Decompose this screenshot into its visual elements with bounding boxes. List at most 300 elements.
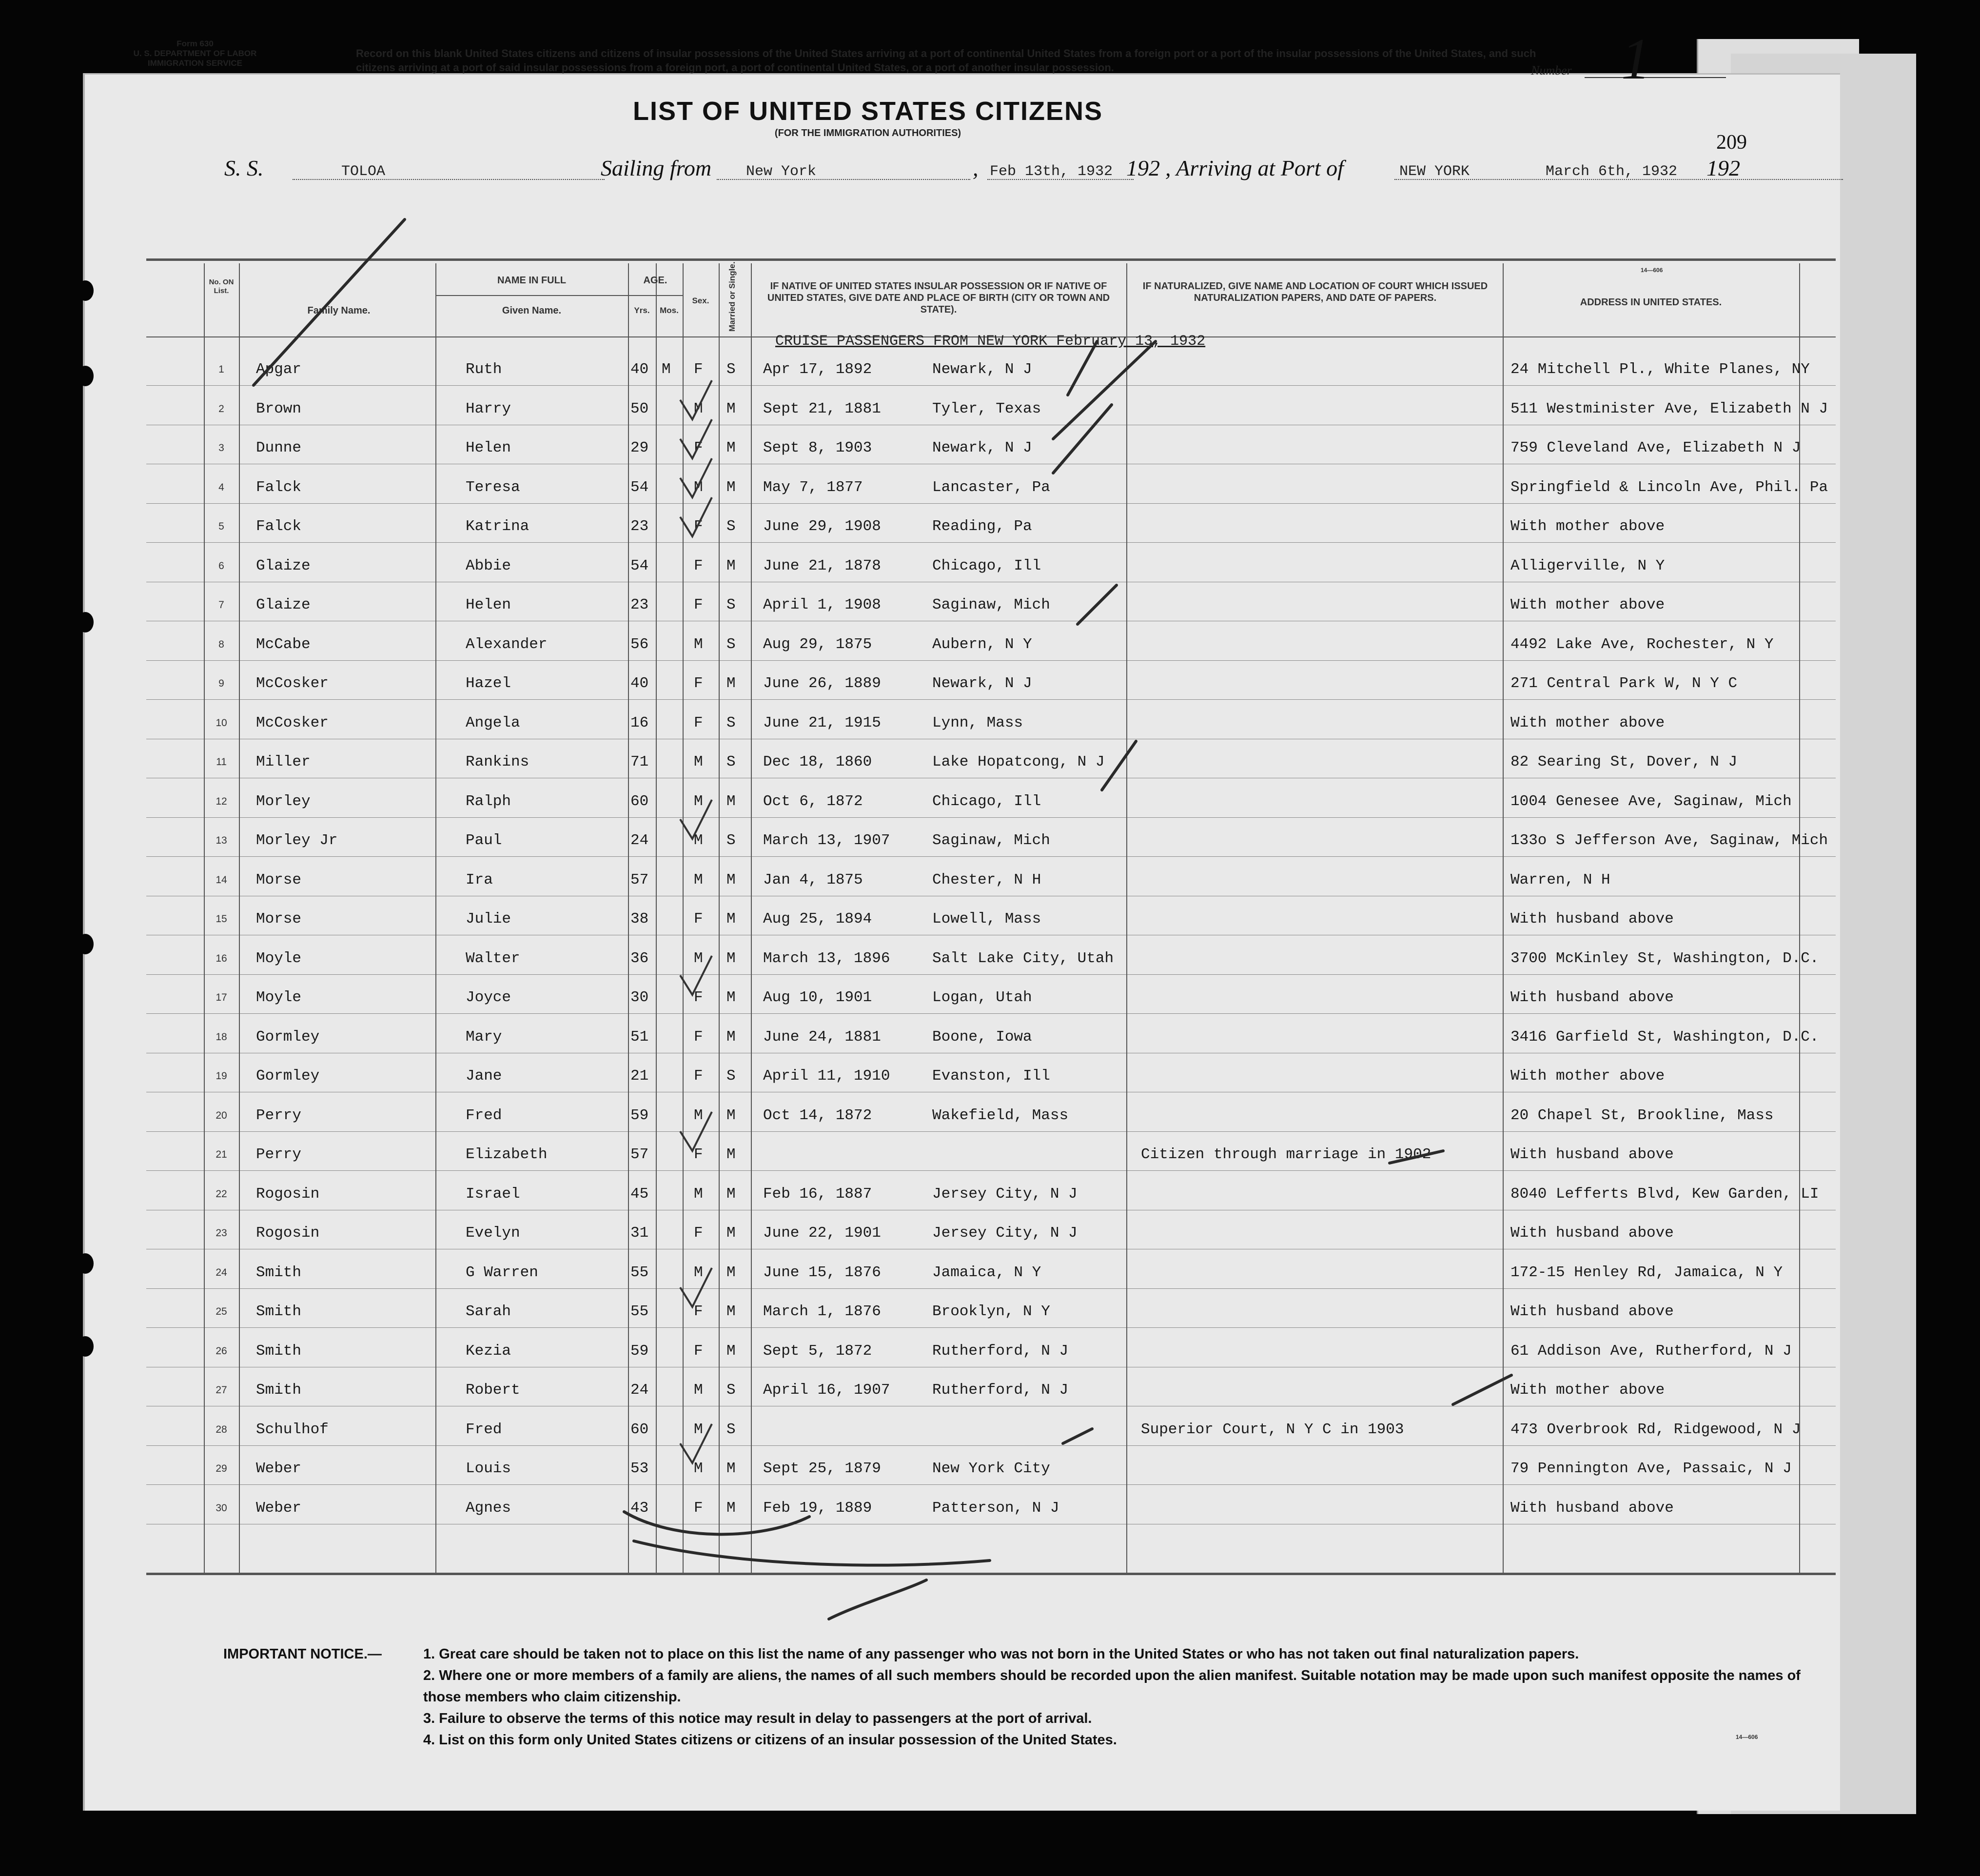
cell-birth-place: Lake Hopatcong, N J [932, 753, 1105, 770]
cell-sex: F [694, 714, 703, 731]
cell-birth-place: Chester, N H [932, 871, 1041, 889]
cell-birth-place: Newark, N J [932, 439, 1032, 456]
cell-sex: F [694, 1303, 703, 1320]
cell-address: With husband above [1510, 1303, 1674, 1320]
cell-family: Weber [256, 1499, 302, 1517]
row-number: 2 [218, 403, 224, 415]
cell-yrs: 50 [630, 400, 649, 417]
number-line [1585, 77, 1726, 78]
instructions-text: Record on this blank United States citizens and citizens of insular possessions of the United States arriving at a port of continental United States from a foreign port or a port of the insular possessions of the United States, and such citizens arriving at a port of said insular possessions from a foreign port, a port of continental United States, or a port of another insular possession. [356, 47, 1536, 74]
row-number: 12 [216, 795, 227, 807]
cell-birth-place: Rutherford, N J [932, 1382, 1069, 1399]
cell-birth-place: Reading, Pa [932, 518, 1032, 535]
cell-family: Schulhof [256, 1421, 329, 1438]
cell-ms: S [726, 1382, 736, 1399]
cell-given: Louis [466, 1460, 511, 1477]
header-family-name: Family Name. [307, 305, 371, 316]
punch-hole [77, 1253, 94, 1274]
cell-yrs: 36 [630, 949, 649, 967]
cell-address: With mother above [1510, 1382, 1665, 1399]
cell-given: Sarah [466, 1303, 511, 1320]
cell-ms: M [726, 989, 736, 1006]
cell-sex: F [694, 1146, 703, 1163]
cell-address: 82 Searing St, Dover, N J [1510, 753, 1738, 770]
row-number: 9 [218, 678, 224, 689]
cell-given: Teresa [466, 478, 520, 496]
cell-ms: M [726, 871, 736, 889]
cell-sex: F [694, 1342, 703, 1360]
cell-address: 24 Mitchell Pl., White Planes, NY [1510, 361, 1810, 378]
cell-birth-place: Evanston, Ill [932, 1067, 1050, 1085]
cell-ms: S [726, 1067, 736, 1085]
row-number: 10 [216, 717, 227, 729]
cell-birth-date: Feb 19, 1889 [763, 1499, 872, 1517]
cell-ms: S [726, 635, 736, 653]
page-title: LIST OF UNITED STATES CITIZENS [633, 97, 1103, 126]
cell-ms: M [726, 1106, 736, 1124]
col-divider [1126, 263, 1127, 1575]
cell-ms: M [726, 910, 736, 928]
cell-address: 61 Addison Ave, Rutherford, N J [1510, 1342, 1792, 1360]
cell-birth-date: Oct 6, 1872 [763, 792, 863, 810]
notice-item: 3. Failure to observe the terms of this notice may result in delay to passengers at the port of arrival. [423, 1711, 1092, 1726]
row-number: 14 [216, 874, 227, 886]
cell-given: Julie [466, 910, 511, 928]
cell-family: Smith [256, 1382, 302, 1399]
cell-yrs: 59 [630, 1342, 649, 1360]
fill-line [987, 178, 1134, 180]
row-number: 17 [216, 992, 227, 1003]
year-suffix: 192 [1706, 156, 1740, 180]
cell-yrs: 54 [630, 557, 649, 574]
cruise-heading: CRUISE PASSENGERS FROM NEW YORK February 13, 1932 [775, 333, 1206, 350]
cell-yrs: 16 [630, 714, 649, 731]
cell-address: With mother above [1510, 518, 1665, 535]
form-code: 14—606 [1641, 267, 1663, 274]
row-rule [146, 974, 1836, 975]
cell-address: 8040 Lefferts Blvd, Kew Garden, LI [1510, 1185, 1819, 1203]
cell-address: With husband above [1510, 1499, 1674, 1517]
row-rule [146, 660, 1836, 661]
cell-ms: M [726, 478, 736, 496]
cell-family: Weber [256, 1460, 302, 1477]
cell-ms: M [726, 400, 736, 417]
header-no: No. ON List. [209, 278, 234, 295]
cell-sex: F [694, 557, 703, 574]
cell-sex: F [694, 1499, 703, 1517]
row-number: 5 [218, 521, 224, 532]
cell-address: 3416 Garfield St, Washington, D.C. [1510, 1028, 1819, 1046]
notice-item: 2. Where one or more members of a family are aliens, the names of all such members should be recorded upon the alien manifest. Suitable notation may be made upon such manifest opposite the names of those members who claim citizenship. [423, 1668, 1801, 1705]
col-divider [1503, 263, 1504, 1575]
punch-hole [77, 366, 94, 386]
cell-given: Joyce [466, 989, 511, 1006]
cell-birth-place: Chicago, Ill [932, 792, 1041, 810]
cell-birth-date: April 16, 1907 [763, 1382, 890, 1399]
list-number: 1 [1621, 26, 1650, 91]
cell-birth-place: Jersey City, N J [932, 1224, 1078, 1242]
cell-birth-place: Jersey City, N J [932, 1185, 1078, 1203]
cell-sex: F [694, 1067, 703, 1085]
cell-sex: M [694, 753, 703, 770]
table-bottom-rule [146, 1573, 1836, 1575]
cell-sex: M [694, 478, 703, 496]
cell-sex: M [694, 1460, 703, 1477]
row-number: 4 [218, 481, 224, 493]
cell-birth-date: March 13, 1896 [763, 949, 890, 967]
cell-sex: F [694, 361, 703, 378]
sailing-label: Sailing from [601, 156, 712, 180]
cell-given: Rankins [466, 753, 529, 770]
cell-family: Gormley [256, 1028, 320, 1046]
cell-address: With husband above [1510, 989, 1674, 1006]
cell-ms: M [726, 1185, 736, 1203]
cell-yrs: 55 [630, 1303, 649, 1320]
cell-yrs: 21 [630, 1067, 649, 1085]
cell-family: Smith [256, 1264, 302, 1281]
row-number: 23 [216, 1227, 227, 1239]
cell-address: 79 Pennington Ave, Passaic, N J [1510, 1460, 1792, 1477]
row-number: 19 [216, 1070, 227, 1082]
cell-sex: M [694, 1264, 703, 1281]
col-divider [239, 263, 240, 1575]
col-divider [656, 263, 657, 1575]
cell-birth-date: Apr 17, 1892 [763, 361, 872, 378]
cell-ms: S [726, 832, 736, 849]
cell-address: With husband above [1510, 1146, 1674, 1163]
cell-family: Glaize [256, 596, 311, 613]
cell-sex: M [694, 1185, 703, 1203]
row-number: 15 [216, 913, 227, 925]
punch-hole [77, 934, 94, 954]
cell-sex: M [694, 832, 703, 849]
fill-line [717, 178, 970, 180]
cell-given: Evelyn [466, 1224, 520, 1242]
arriving-port: NEW YORK [1399, 163, 1470, 180]
row-number: 27 [216, 1384, 227, 1396]
cell-given: G Warren [466, 1264, 538, 1281]
cell-sex: M [694, 871, 703, 889]
cell-naturalized: Superior Court, N Y C in 1903 [1141, 1421, 1404, 1438]
cell-birth-place: New York City [932, 1460, 1050, 1477]
cell-yrs: 56 [630, 635, 649, 653]
cell-yrs: 40 [630, 361, 649, 378]
cell-given: Mary [466, 1028, 502, 1046]
punch-hole [77, 1336, 94, 1357]
cell-birth-date: April 1, 1908 [763, 596, 881, 613]
cell-yrs: 43 [630, 1499, 649, 1517]
cell-given: Jane [466, 1067, 502, 1085]
cell-family: Falck [256, 478, 302, 496]
cell-mos: M [662, 361, 671, 378]
cell-sex: M [694, 949, 703, 967]
cell-birth-date: May 7, 1877 [763, 478, 863, 496]
cell-family: McCosker [256, 675, 329, 692]
cell-yrs: 53 [630, 1460, 649, 1477]
row-rule [146, 503, 1836, 504]
cell-address: 271 Central Park W, N Y C [1510, 675, 1738, 692]
row-rule [146, 856, 1836, 857]
cell-yrs: 30 [630, 989, 649, 1006]
row-rule [146, 1170, 1836, 1171]
cell-birth-place: Wakefield, Mass [932, 1106, 1069, 1124]
cell-ms: M [726, 557, 736, 574]
page-subtitle: (FOR THE IMMIGRATION AUTHORITIES) [774, 128, 961, 138]
col-divider [204, 263, 205, 1575]
cell-family: Morley Jr [256, 832, 338, 849]
cell-birth-date: Aug 25, 1894 [763, 910, 872, 928]
cell-yrs: 59 [630, 1106, 649, 1124]
cell-birth-place: Newark, N J [932, 361, 1032, 378]
cell-birth-date: Sept 21, 1881 [763, 400, 881, 417]
row-rule [146, 1327, 1836, 1328]
cell-given: Israel [466, 1185, 520, 1203]
row-number: 6 [218, 560, 224, 572]
cell-birth-date: June 22, 1901 [763, 1224, 881, 1242]
cell-birth-place: Jamaica, N Y [932, 1264, 1041, 1281]
notice-item: 1. Great care should be taken not to place on this list the name of any passenger who was not born in the United States or who has not taken out final naturalization papers. [423, 1646, 1579, 1662]
cell-address: 172-15 Henley Rd, Jamaica, N Y [1510, 1264, 1783, 1281]
cell-birth-place: Chicago, Ill [932, 557, 1041, 574]
cell-family: Miller [256, 753, 311, 770]
col-divider [1799, 263, 1800, 1575]
cell-ms: M [726, 1146, 736, 1163]
cell-sex: M [694, 635, 703, 653]
cell-given: Katrina [466, 518, 529, 535]
cell-address: With husband above [1510, 910, 1674, 928]
cell-yrs: 23 [630, 518, 649, 535]
cell-given: Angela [466, 714, 520, 731]
cell-birth-place: Aubern, N Y [932, 635, 1032, 653]
cell-given: Ruth [466, 361, 502, 378]
cell-family: Morse [256, 910, 302, 928]
row-number: 25 [216, 1306, 227, 1317]
col-divider [435, 263, 436, 1575]
cell-address: 3700 McKinley St, Washington, D.C. [1510, 949, 1819, 967]
cell-birth-date: Sept 25, 1879 [763, 1460, 881, 1477]
header-name-in-full: NAME IN FULL [497, 275, 567, 286]
row-number: 1 [218, 364, 224, 375]
cell-birth-place: Logan, Utah [932, 989, 1032, 1006]
arriving-label: , Arriving at Port of [1165, 156, 1344, 180]
cell-birth-place: Tyler, Texas [932, 400, 1041, 417]
cell-birth-date: Sept 5, 1872 [763, 1342, 872, 1360]
row-number: 3 [218, 442, 224, 454]
cell-yrs: 60 [630, 792, 649, 810]
row-number: 21 [216, 1149, 227, 1160]
cell-given: Robert [466, 1382, 520, 1399]
cell-birth-place: Boone, Iowa [932, 1028, 1032, 1046]
cell-family: Dunne [256, 439, 302, 456]
cell-family: Perry [256, 1146, 302, 1163]
header-native: IF NATIVE OF UNITED STATES INSULAR POSSESSION OR IF NATIVE OF UNITED STATES, GIVE DATE AND PLACE OF BIRTH (CITY OR TOWN AND STATE). [767, 281, 1110, 315]
cell-family: Smith [256, 1342, 302, 1360]
cell-address: Alligerville, N Y [1510, 557, 1665, 574]
row-number: 16 [216, 952, 227, 964]
ss-label: S. S. [224, 156, 264, 180]
cell-ms: M [726, 1303, 736, 1320]
cell-yrs: 57 [630, 871, 649, 889]
cell-family: Smith [256, 1303, 302, 1320]
cell-ms: S [726, 596, 736, 613]
cell-birth-date: June 29, 1908 [763, 518, 881, 535]
cell-ms: M [726, 1264, 736, 1281]
cell-given: Ralph [466, 792, 511, 810]
header-given-name: Given Name. [502, 305, 562, 316]
cell-address: 4492 Lake Ave, Rochester, N Y [1510, 635, 1774, 653]
cell-sex: F [694, 675, 703, 692]
row-number: 26 [216, 1345, 227, 1357]
cell-ms: M [726, 1460, 736, 1477]
cell-ms: M [726, 949, 736, 967]
cell-birth-date: June 21, 1878 [763, 557, 881, 574]
cell-birth-date: Oct 14, 1872 [763, 1106, 872, 1124]
cell-family: Morley [256, 792, 311, 810]
cell-birth-place: Newark, N J [932, 675, 1032, 692]
row-number: 13 [216, 835, 227, 846]
cell-given: Paul [466, 832, 502, 849]
cell-ms: M [726, 792, 736, 810]
cell-family: Morse [256, 871, 302, 889]
cell-family: Rogosin [256, 1224, 320, 1242]
cell-sex: F [694, 439, 703, 456]
row-rule [146, 817, 1836, 818]
header-married-single: Married or Single. [727, 261, 737, 332]
header-mos: Mos. [660, 306, 679, 315]
cell-birth-place: Saginaw, Mich [932, 596, 1050, 613]
cell-yrs: 54 [630, 478, 649, 496]
cell-birth-date: June 21, 1915 [763, 714, 881, 731]
cell-yrs: 40 [630, 675, 649, 692]
cell-address: 1004 Genesee Ave, Saginaw, Mich [1510, 792, 1792, 810]
col-divider [751, 263, 752, 1575]
cell-sex: F [694, 518, 703, 535]
row-rule [146, 699, 1836, 700]
header-naturalized: IF NATURALIZED, GIVE NAME AND LOCATION OF COURT WHICH ISSUED NATURALIZATION PAPERS, AND DATE OF PAPERS. [1142, 281, 1488, 303]
cell-birth-date: March 13, 1907 [763, 832, 890, 849]
cell-given: Helen [466, 439, 511, 456]
row-number: 20 [216, 1109, 227, 1121]
row-number: 7 [218, 599, 224, 611]
cell-sex: M [694, 1382, 703, 1399]
cell-yrs: 71 [630, 753, 649, 770]
cell-yrs: 24 [630, 1382, 649, 1399]
col-divider [683, 263, 684, 1575]
row-number: 24 [216, 1266, 227, 1278]
header-sex: Sex. [692, 296, 709, 305]
cell-sex: F [694, 596, 703, 613]
cell-birth-date: Jan 4, 1875 [763, 871, 863, 889]
cell-birth-place: Brooklyn, N Y [932, 1303, 1050, 1320]
cell-given: Walter [466, 949, 520, 967]
cell-given: Elizabeth [466, 1146, 548, 1163]
cell-address: 20 Chapel St, Brookline, Mass [1510, 1106, 1774, 1124]
cell-yrs: 60 [630, 1421, 649, 1438]
cell-family: McCosker [256, 714, 329, 731]
cell-sex: F [694, 989, 703, 1006]
cell-family: Perry [256, 1106, 302, 1124]
cell-address: Warren, N H [1510, 871, 1610, 889]
cell-given: Hazel [466, 675, 511, 692]
cell-birth-date: June 24, 1881 [763, 1028, 881, 1046]
row-rule [146, 385, 1836, 386]
cell-family: McCabe [256, 635, 311, 653]
cell-sex: F [694, 1028, 703, 1046]
cell-yrs: 51 [630, 1028, 649, 1046]
year-suffix: 192 [1126, 156, 1160, 180]
cell-yrs: 38 [630, 910, 649, 928]
ship-name: TOLOA [341, 163, 386, 180]
row-number: 30 [216, 1502, 227, 1514]
cell-birth-place: Rutherford, N J [932, 1342, 1069, 1360]
cell-given: Alexander [466, 635, 548, 653]
cell-yrs: 23 [630, 596, 649, 613]
cell-address: With mother above [1510, 714, 1665, 731]
cell-yrs: 55 [630, 1264, 649, 1281]
row-number: 28 [216, 1423, 227, 1435]
cell-family: Apgar [256, 361, 302, 378]
form-identifier: Form 630 U. S. DEPARTMENT OF LABOR IMMIGRATION SERVICE [133, 39, 257, 68]
cell-address: 473 Overbrook Rd, Ridgewood, N J [1510, 1421, 1801, 1438]
form-code-bottom: 14—606 [1736, 1734, 1758, 1740]
cell-birth-date: June 15, 1876 [763, 1264, 881, 1281]
cell-given: Ira [466, 871, 493, 889]
cell-ms: M [726, 675, 736, 692]
cell-sex: F [694, 910, 703, 928]
cell-ms: M [726, 1342, 736, 1360]
cell-family: Gormley [256, 1067, 320, 1085]
cell-birth-date: March 1, 1876 [763, 1303, 881, 1320]
cell-given: Kezia [466, 1342, 511, 1360]
cell-ms: M [726, 1499, 736, 1517]
cell-yrs: 45 [630, 1185, 649, 1203]
cell-ms: M [726, 1224, 736, 1242]
col-divider [719, 263, 720, 1575]
cell-birth-place: Saginaw, Mich [932, 832, 1050, 849]
cell-sex: F [694, 1224, 703, 1242]
cell-family: Falck [256, 518, 302, 535]
notice-label: IMPORTANT NOTICE.— [223, 1646, 382, 1662]
punch-hole [77, 280, 94, 301]
subheader-rule [435, 295, 683, 296]
cell-yrs: 31 [630, 1224, 649, 1242]
cell-ms: S [726, 518, 736, 535]
cell-address: Springfield & Lincoln Ave, Phil. Pa [1510, 478, 1828, 496]
cell-birth-place: Salt Lake City, Utah [932, 949, 1114, 967]
cell-ms: S [726, 1421, 736, 1438]
arriving-date: March 6th, 1932 [1546, 163, 1678, 180]
cell-birth-place: Lynn, Mass [932, 714, 1023, 731]
cell-address: 759 Cleveland Ave, Elizabeth N J [1510, 439, 1801, 456]
cell-ms: S [726, 753, 736, 770]
cell-address: With mother above [1510, 596, 1665, 613]
punch-hole [77, 612, 94, 632]
cell-birth-date: Sept 8, 1903 [763, 439, 872, 456]
cell-birth-date: Dec 18, 1860 [763, 753, 872, 770]
cell-given: Helen [466, 596, 511, 613]
cell-family: Rogosin [256, 1185, 320, 1203]
cell-family: Moyle [256, 949, 302, 967]
cell-birth-date: Aug 29, 1875 [763, 635, 872, 653]
cell-birth-date: Feb 16, 1887 [763, 1185, 872, 1203]
page-number: 209 [1716, 131, 1747, 154]
cell-birth-date: April 11, 1910 [763, 1067, 890, 1085]
header-yrs: Yrs. [634, 306, 650, 315]
sailing-date: Feb 13th, 1932 [990, 163, 1113, 180]
header-age: AGE. [643, 275, 667, 286]
fill-line [293, 178, 605, 180]
cell-sex: M [694, 1106, 703, 1124]
